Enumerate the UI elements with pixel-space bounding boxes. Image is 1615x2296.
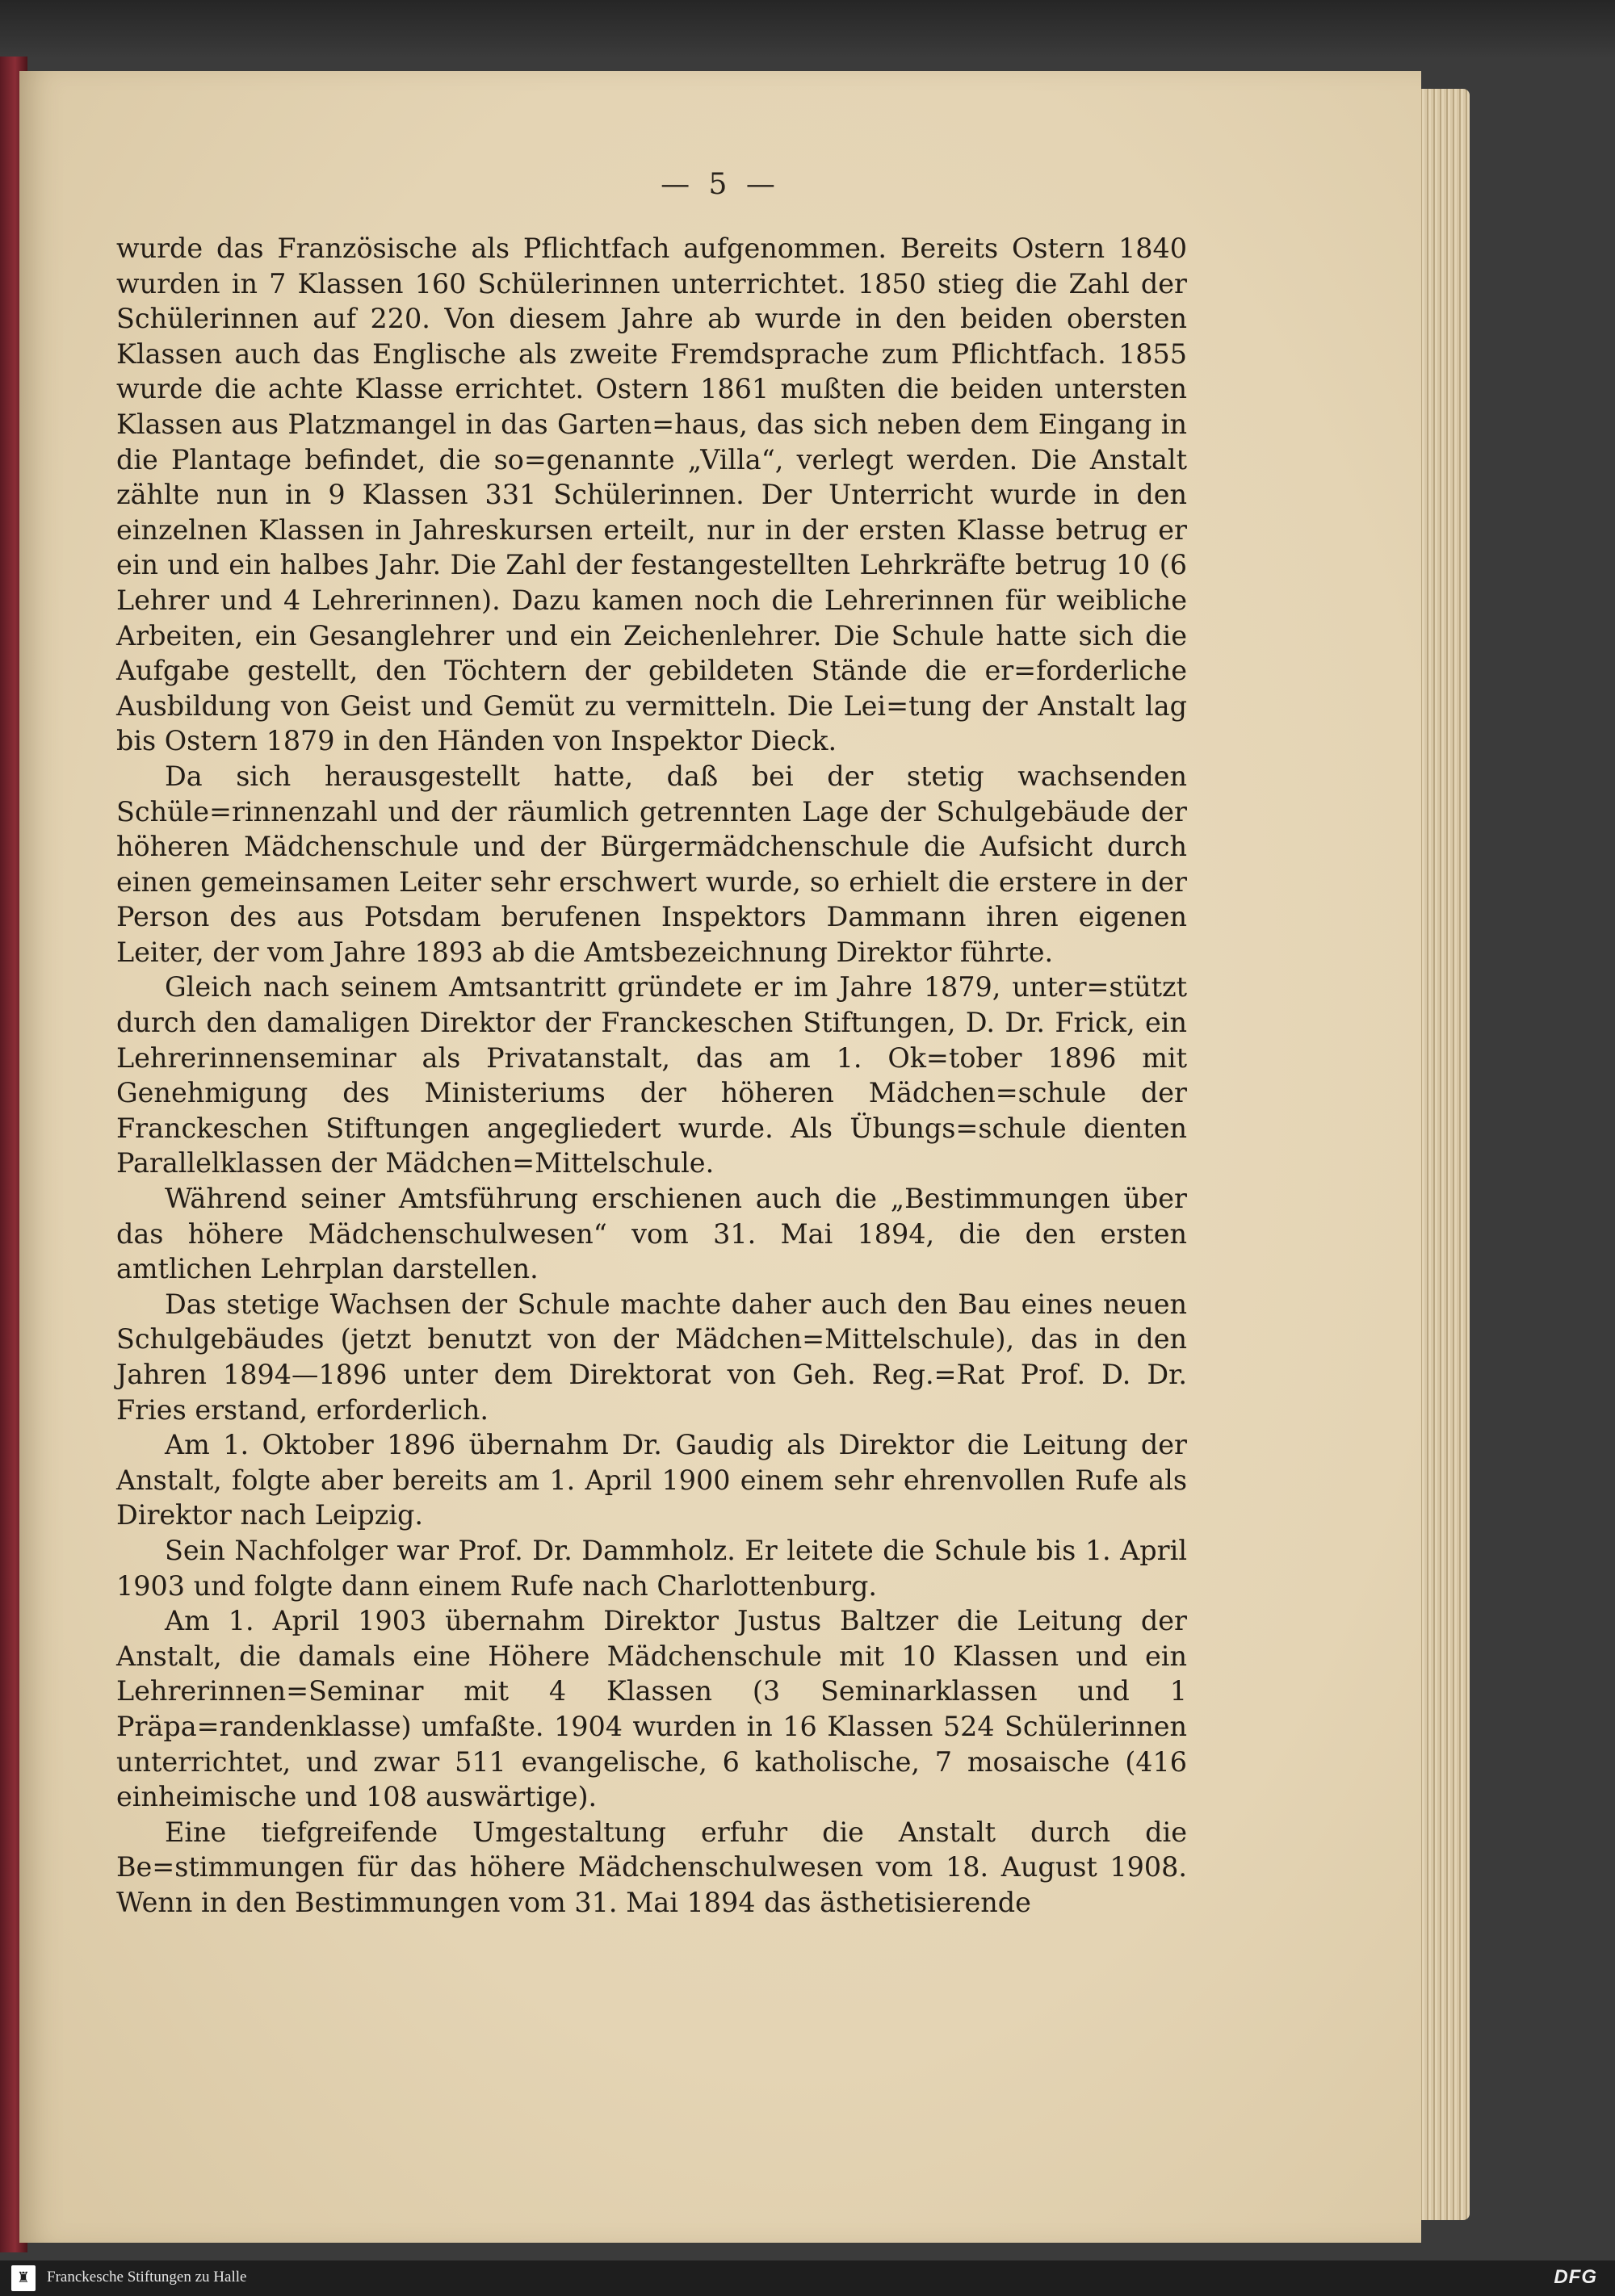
body-text xyxy=(116,231,1187,1921)
paragraph: Während seiner Amtsführung erschienen auch die „Bestimmungen über das höhere Mädchenschulwesen“ vom 31. Mai 1894, die den ersten amtlichen Lehrplan darstellen. xyxy=(116,1183,1187,1285)
francke-crest-icon: ♜ xyxy=(11,2265,36,2291)
paragraph: Gleich nach seinem Amtsantritt gründete er im Jahre 1879, unter=stützt durch den damaligen Direktor der Franckeschen Stiftungen, D. Dr. Frick, ein Lehrerinnenseminar als Privatanstalt, das am 1. Ok=tober 1896 mit Genehmigung des Ministeriums der höheren Mädchen=schule der Franckeschen Stiftungen angegliedert wurde. Als Übungs=schule dienten Parallelklassen der Mädchen=Mittelschule. xyxy=(116,971,1187,1179)
paragraph: Da sich herausgestellt hatte, daß bei der stetig wachsenden Schüle=rinnenzahl und der räumlich getrennten Lage der Schulgebäude der höheren Mädchenschule und der Bürgermädchenschule die Aufsicht durch einen gemeinsamen Leiter sehr erschwert wurde, so erhielt die erstere in der Person des aus Potsdam berufenen Inspektors Dammann ihren eigenen Leiter, der vom Jahre 1893 ab die Amtsbezeichnung Direktor führte. xyxy=(116,760,1187,968)
institution-label: Franckesche Stiftungen zu Halle xyxy=(47,2269,247,2286)
paragraph: Am 1. Oktober 1896 übernahm Dr. Gaudig als Direktor die Leitung der Anstalt, folgte aber bereits am 1. April 1900 einem sehr ehrenvollen Rufe als Direktor nach Leipzig. xyxy=(116,1429,1187,1531)
viewer-footer xyxy=(0,2260,1615,2296)
paragraph: Das stetige Wachsen der Schule machte daher auch den Bau eines neuen Schulgebäudes (jetzt benutzt von der Mädchen=Mittelschule), das in den Jahren 1894—1896 unter dem Direktorat von Geh. Reg.=Rat Prof. D. Dr. Fries erstand, erforderlich. xyxy=(116,1288,1187,1426)
paragraph: Sein Nachfolger war Prof. Dr. Dammholz. Er leitete die Schule bis 1. April 1903 und folgte dann einem Rufe nach Charlottenburg. xyxy=(116,1534,1187,1602)
paragraph: wurde das Französische als Pflichtfach aufgenommen. Bereits Ostern 1840 wurden in 7 Klassen 160 Schülerinnen unterrichtet. 1850 stieg die Zahl der Schülerinnen auf 220. Von diesem Jahre ab wurde in den beiden obersten Klassen auch das Englische als zweite Fremdsprache zum Pflichtfach. 1855 wurde die achte Klasse errichtet. Ostern 1861 mußten die beiden untersten Klassen aus Platzmangel in das Garten=haus, das sich neben dem Eingang in die Plantage befindet, die so=genannte „Villa“, verlegt werden. Die Anstalt zählte nun in 9 Klassen 331 Schülerinnen. Der Unterricht wurde in den einzelnen Klassen in Jahreskursen erteilt, nur in der ersten Klasse betrug er ein und ein halbes Jahr. Die Zahl der festangestellten Lehrkräfte betrug 10 (6 Lehrer und 4 Lehrerinnen). Dazu kamen noch die Lehrerinnen für weibliche Arbeiten, ein Gesanglehrer und ein Zeichenlehrer. Die Schule hatte sich die Aufgabe gestellt, den Töchtern der gebildeten Stände die er=forderliche Ausbildung von Geist und Gemüt zu vermitteln. Die Lei=tung der Anstalt lag bis Ostern 1879 in den Händen von Inspektor Dieck. xyxy=(116,233,1187,757)
scanner-backdrop xyxy=(0,0,1615,57)
book-page xyxy=(19,71,1421,2243)
paragraph: Eine tiefgreifende Umgestaltung erfuhr die Anstalt durch die Be=stimmungen für das höhere Mädchenschulwesen vom 18. August 1908. Wenn in den Bestimmungen vom 31. Mai 1894 das ästhetisierende xyxy=(116,1816,1187,1918)
page-number: — 5 — xyxy=(661,168,780,201)
paragraph: Am 1. April 1903 übernahm Direktor Justus Baltzer die Leitung der Anstalt, die damals eine Höhere Mädchenschule mit 10 Klassen und ein Lehrerinnen=Seminar mit 4 Klassen (3 Seminarklassen und 1 Präpa=randenklasse) umfaßte. 1904 wurden in 16 Klassen 524 Schülerinnen unterrichtet, und zwar 511 evangelische, 6 katholische, 7 mosaische (416 einheimische und 108 auswärtige). xyxy=(116,1605,1187,1813)
dfg-logo: DFG xyxy=(1554,2266,1597,2288)
